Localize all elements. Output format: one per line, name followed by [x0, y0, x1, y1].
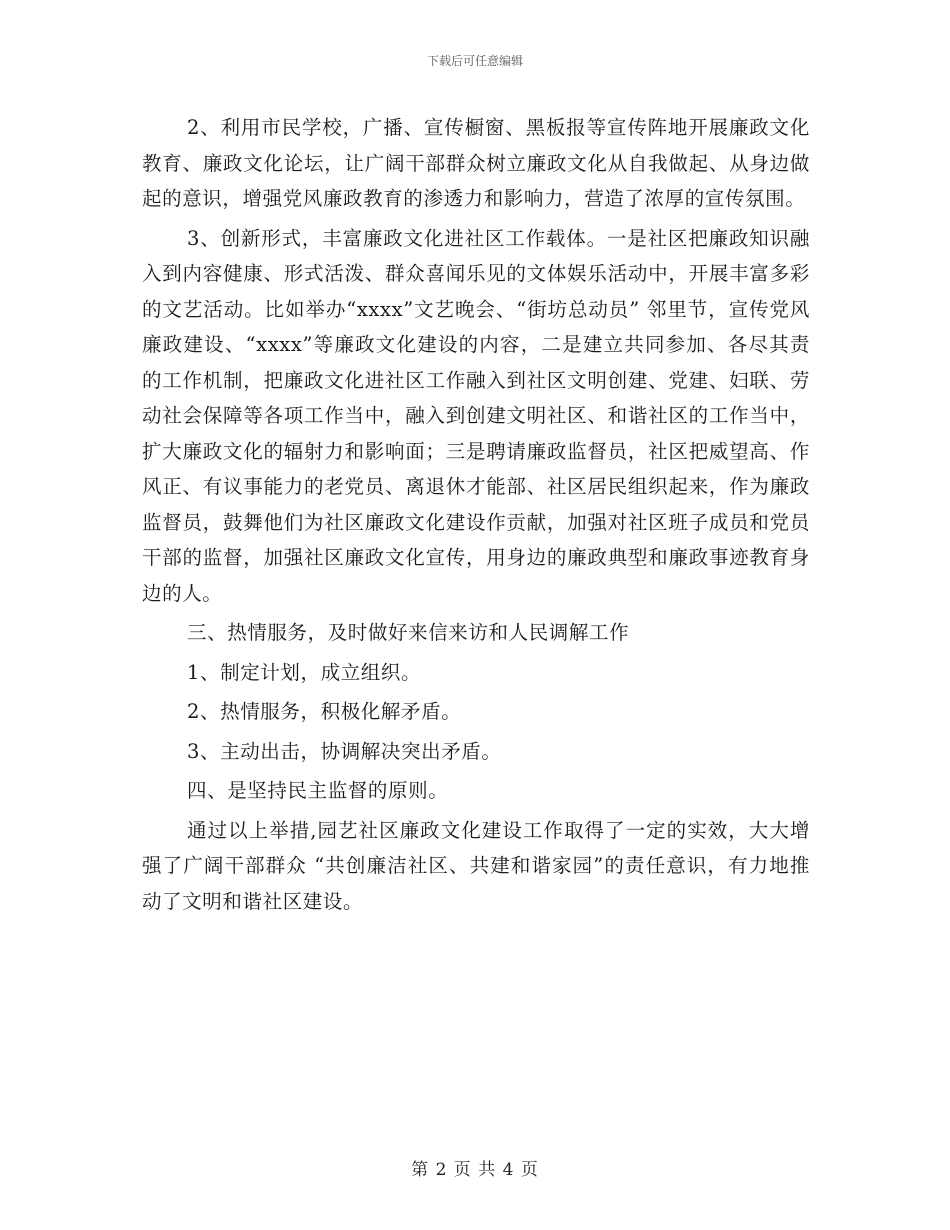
conclusion-paragraph: 通过以上举措,园艺社区廉政文化建设工作取得了一定的实效，大大增强了广阔干部群众 “共创廉洁社区、共建和谐家园”的责任意识，有力地推动了文明和谐社区建设。	[142, 818, 810, 913]
page-header-note: 下载后可任意编辑	[426, 54, 523, 68]
document-body	[142, 110, 810, 923]
page-number-footer: 第 2 页 共 4 页	[411, 1160, 539, 1180]
list-item-3: 3、主动出击，协调解决突出矛盾。	[187, 739, 502, 763]
paragraph-item-2: 2、利用市民学校，广播、宣传橱窗、黑板报等宣传阵地开展廉政文化教育、廉政文化论坛，让广阔干部群众树立廉政文化从自我做起、从身边做起的意识，增强党风廉政教育的渗透力和影响力，营造了浓厚的宣传氛围。	[142, 116, 810, 210]
section-heading-3: 三、热情服务，及时做好来信来访和人民调解工作	[187, 621, 630, 644]
paragraph-item-3: 3、创新形式，丰富廉政文化进社区工作载体。一是社区把廉政知识融入到内容健康、形式活泼、群众喜闻乐见的文体娱乐活动中，开展丰富多彩的文艺活动。比如举办“xxxx”文艺晚会、“街坊总动员” 邻里节，宣传党风廉政建设、“xxxx”等廉政文化建设的内容，二是建立共同参加、各尽其责的工作机制，把廉政文化进社区工作融入到社区文明创建、党建、妇联、劳动社会保障等各项工作当中，融入到创建文明社区、和谐社区的工作当中，扩大廉政文化的辐射力和影响面；三是聘请廉政监督员，社区把威望高、作风正、有议事能力的老党员、离退休才能部、社区居民组织起来，作为廉政监督员，鼓舞他们为社区廉政文化建设作贡献，加强对社区班子成员和党员干部的监督，加强社区廉政文化宣传，用身边的廉政典型和廉政事迹教育身边的人。	[142, 226, 810, 605]
list-item-2: 2、热情服务，积极化解矛盾。	[187, 700, 462, 723]
list-item-1: 1、制定计划，成立组织。	[187, 660, 422, 684]
section-heading-4: 四、是坚持民主监督的原则。	[187, 779, 449, 802]
